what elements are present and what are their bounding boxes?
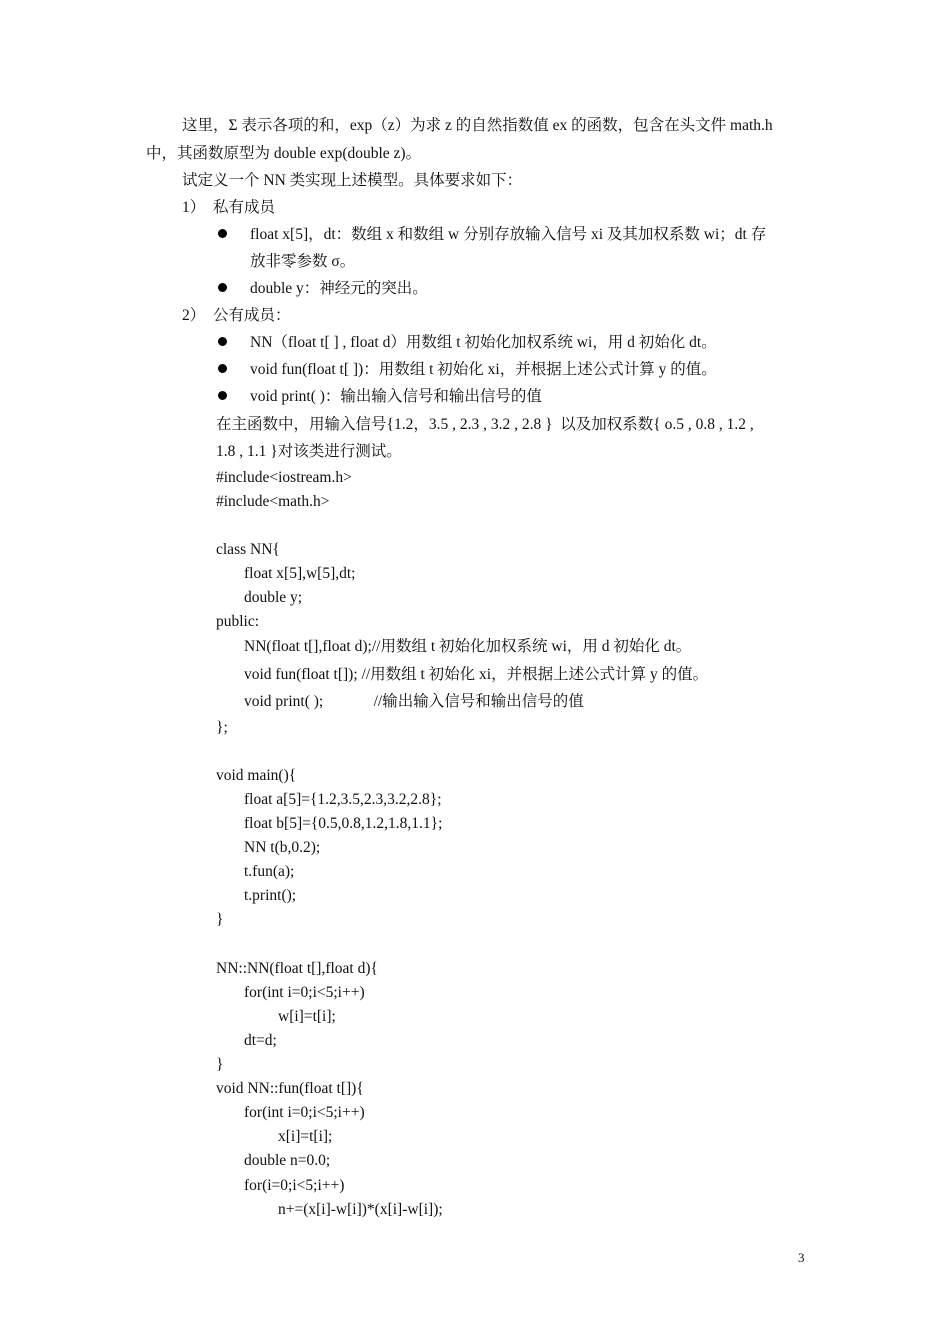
bullet-icon [218,337,227,346]
code-line: double n=0.0; [244,1152,331,1169]
code-line: for(i=0;i<5;i++) [244,1177,345,1194]
code-line: NN t(b,0.2); [244,839,321,856]
code-line: float x[5],w[5],dt; [244,565,356,582]
code-line: t.print(); [244,887,297,904]
code-line: #include<math.h> [216,493,330,510]
paragraph-line: 这里，Σ 表示各项的和，exp（z）为求 z 的自然指数值 ex 的函数，包含在头文件 math.h [182,117,773,134]
bullet-text: NN（float t[ ] , float d）用数组 t 初始化加权系统 wi，用 d 初始化 dt。 [250,334,717,351]
bullet-text: double y：神经元的突出。 [250,280,428,297]
bullet-text: float x[5]，dt：数组 x 和数组 w 分别存放输入信号 xi 及其加权系数 wi；dt 存 [250,226,767,243]
code-line: float a[5]={1.2,3.5,2.3,3.2,2.8}; [244,791,442,808]
bullet-text: void print( )：输出输入信号和输出信号的值 [250,388,542,405]
code-line: }; [216,719,228,736]
bullet-icon [218,364,227,373]
code-line: for(int i=0;i<5;i++) [244,984,365,1001]
code-line: } [216,911,224,928]
code-line: for(int i=0;i<5;i++) [244,1104,365,1121]
code-line: w[i]=t[i]; [278,1008,336,1025]
bullet-text: void fun(float t[ ])：用数组 t 初始化 xi，并根据上述公式计算 y 的值。 [250,361,717,378]
code-line: dt=d; [244,1032,277,1049]
code-line: void print( ); //输出输入信号和输出信号的值 [244,693,584,710]
code-line: NN::NN(float t[],float d){ [216,960,378,977]
bullet-text: 放非零参数 σ。 [250,253,356,270]
code-line: n+=(x[i]-w[i])*(x[i]-w[i]); [278,1201,443,1218]
paragraph-line: 1.8 , 1.1 }对该类进行测试。 [216,443,402,460]
code-line: NN(float t[],float d);//用数组 t 初始化加权系统 wi，用 d 初始化 dt。 [244,638,692,655]
section-heading-private: 1） 私有成员 [182,199,276,216]
page-number: 3 [798,1250,805,1265]
code-line: void NN::fun(float t[]){ [216,1080,364,1097]
bullet-icon [218,391,227,400]
code-line: #include<iostream.h> [216,469,352,486]
code-line: class NN{ [216,541,280,558]
code-line: float b[5]={0.5,0.8,1.2,1.8,1.1}; [244,815,443,832]
section-heading-public: 2） 公有成员： [182,307,291,324]
code-line: double y; [244,589,303,606]
bullet-icon [218,229,227,238]
paragraph-line: 在主函数中，用输入信号{1.2，3.5 , 2.3 , 3.2 , 2.8 } 以及加权系数{ o.5 , 0.8 , 1.2 , [216,416,754,433]
code-line: public: [216,613,260,630]
bullet-icon [218,283,227,292]
paragraph-line: 中，其函数原型为 double exp(double z)。 [146,145,422,162]
code-line: t.fun(a); [244,863,295,880]
code-line: } [216,1056,224,1073]
paragraph-line: 试定义一个 NN 类实现上述模型。具体要求如下： [182,172,523,189]
code-line: x[i]=t[i]; [278,1128,333,1145]
code-line: void main(){ [216,767,297,784]
code-line: void fun(float t[]); //用数组 t 初始化 xi，并根据上述公式计算 y 的值。 [244,666,709,683]
